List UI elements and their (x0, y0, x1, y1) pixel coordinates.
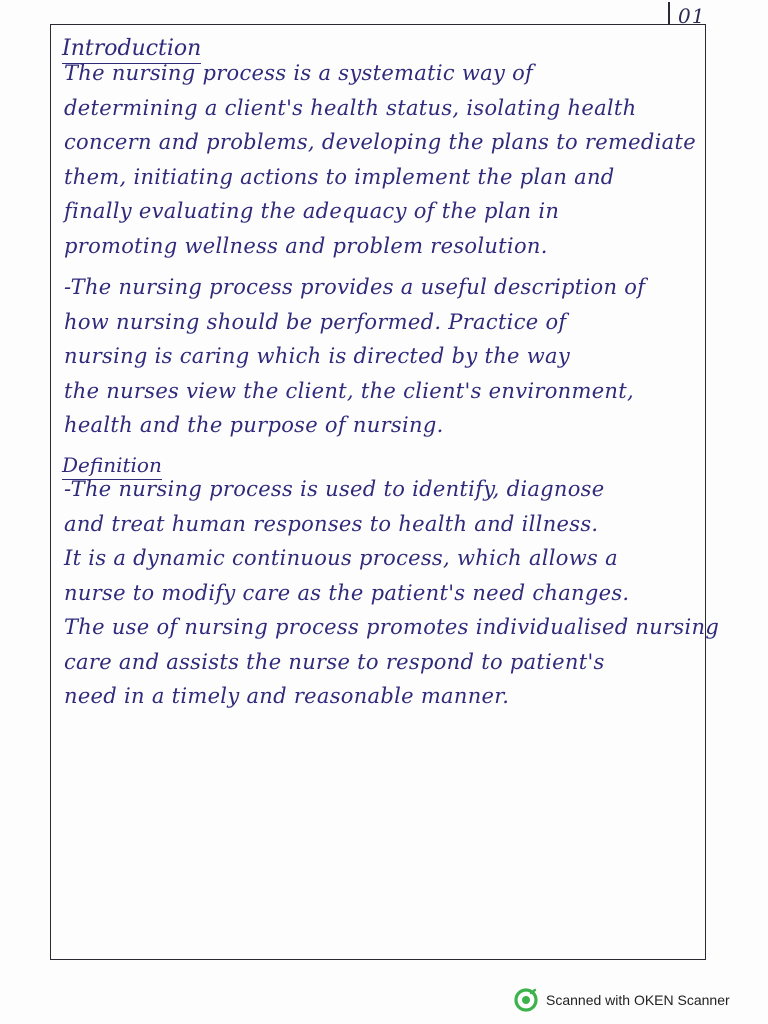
text-line: health and the purpose of nursing. (64, 413, 444, 437)
introduction-paragraph-1 (64, 56, 704, 263)
text-line: need in a timely and reasonable manner. (64, 684, 510, 708)
text-line: concern and problems, developing the plans to remediate (64, 130, 696, 154)
text-line: determining a client's health status, isolating health (64, 95, 637, 120)
text-line: The use of nursing process promotes individualised nursing (64, 615, 720, 639)
text-line: nursing is caring which is directed by the way (64, 344, 570, 368)
text-line: -The nursing process provides a useful description of (64, 275, 646, 299)
introduction-heading: Introduction (62, 36, 201, 64)
text-line: how nursing should be performed. Practice of (64, 309, 567, 334)
scanner-watermark-label: Scanned with OKEN Scanner (546, 992, 730, 1008)
oken-scanner-logo-icon (514, 988, 538, 1012)
page-number: 01 (678, 4, 706, 28)
text-line: -The nursing process is used to identify, diagnose (64, 477, 605, 501)
text-line: and treat human responses to health and illness. (64, 511, 599, 536)
scanner-watermark (514, 988, 730, 1012)
text-line: them, initiating actions to implement the plan and (64, 164, 615, 189)
page-number-divider (668, 2, 670, 24)
introduction-paragraph-2 (64, 270, 704, 443)
text-line: It is a dynamic continuous process, which allows a (64, 546, 618, 570)
definition-paragraph (64, 472, 720, 714)
text-line: care and assists the nurse to respond to patient's (64, 649, 605, 674)
text-line: promoting wellness and problem resolution. (64, 233, 548, 258)
text-line: the nurses view the client, the client's environment, (64, 378, 634, 403)
text-line: finally evaluating the adequacy of the plan in (64, 199, 560, 223)
text-line: nurse to modify care as the patient's need changes. (64, 580, 630, 605)
definition-heading: Definition (62, 452, 162, 480)
text-line: The nursing process is a systematic way of (64, 61, 534, 85)
